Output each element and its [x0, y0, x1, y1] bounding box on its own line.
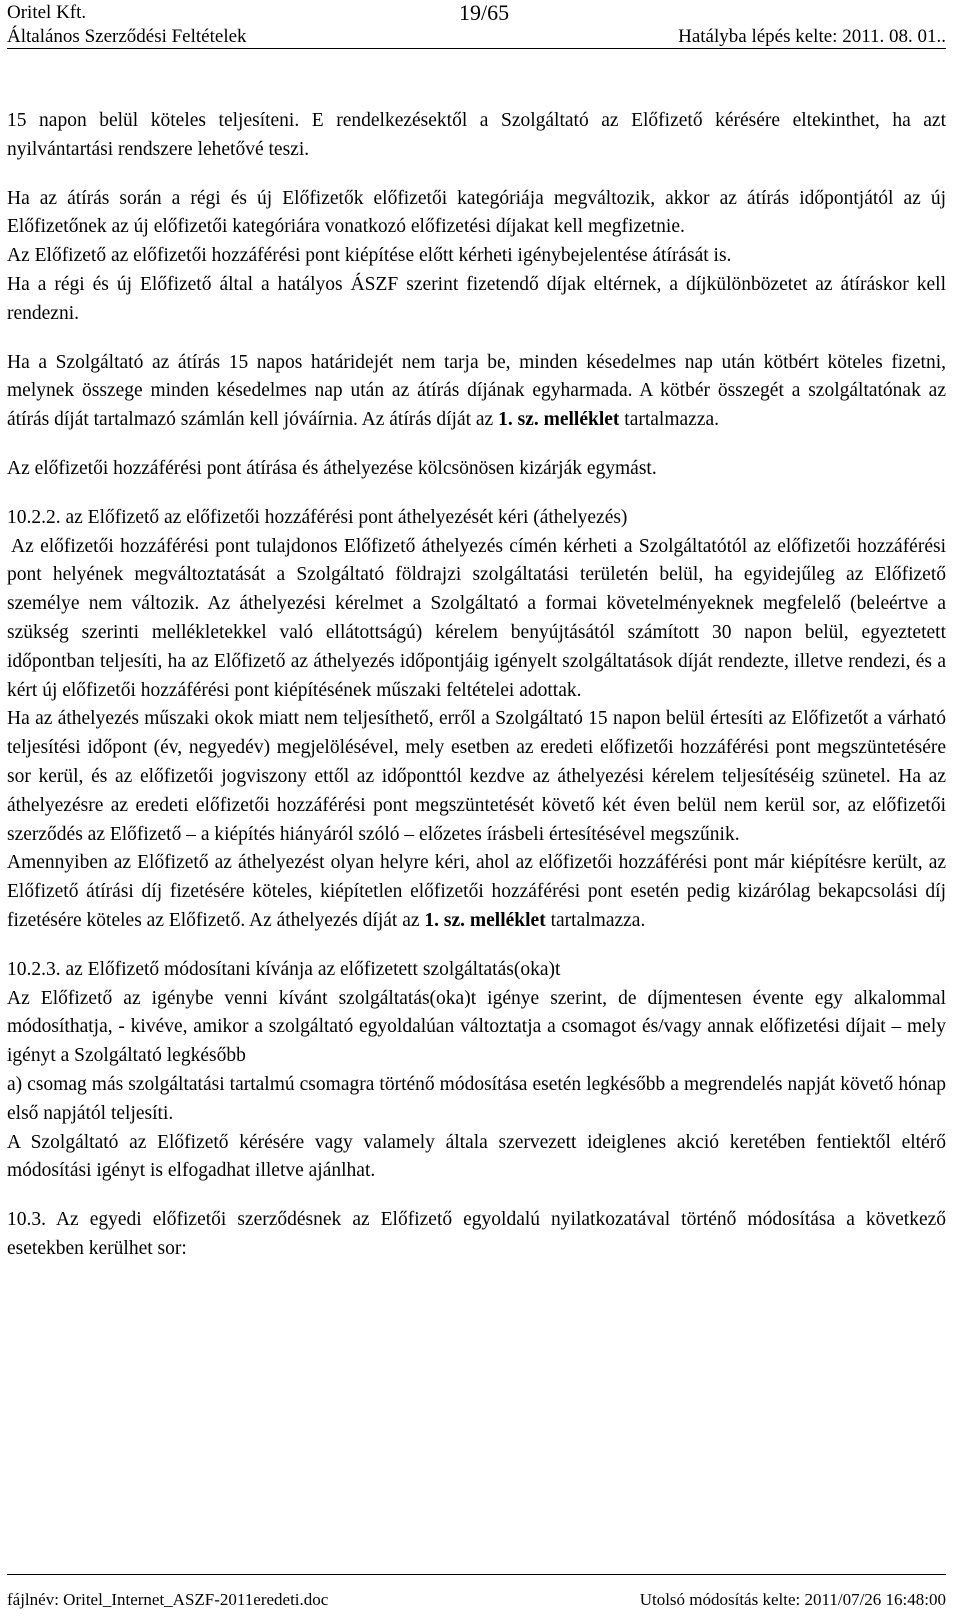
effective-date: Hatályba lépés kelte: 2011. 08. 01.. [678, 26, 946, 47]
paragraph: Ha az átírás során a régi és új Előfizetők előfizetői kategóriája megváltozik, akkor az átírás időpontjától az új Előfizetőnek az új előfizetői kategóriára vonatkozó előfizetési díjakat kell megfizetnie. [7, 187, 946, 238]
header-row-2 [7, 24, 946, 48]
page-number: 19/65 [459, 0, 510, 25]
paragraph: A Szolgáltató az Előfizető kérésére vagy valamely általa szervezett ideiglenes akció keretében fentiektől eltérő módosítási igényt is elfogadhat illetve ajánlhat. [7, 1131, 946, 1182]
paragraph: Amennyiben az Előfizető az áthelyezést olyan helyre kéri, ahol az előfizetői hozzáférési pont már kiépítésre került, az Előfizető átírási díj fizetésére köteles, kiépítetlen előfizetői hozzáférési pont esetén pedig kizárólag bekapcsolási díj fizetésére köteles az Előfizető. Az áthelyezés díját az 1. sz. melléklet tartalmazza. [7, 852, 946, 931]
paragraph: Az Előfizető az előfizetői hozzáférési pont kiépítése előtt kérheti igénybejelentése átírását is. [7, 245, 732, 267]
annex-reference: melléklet [469, 909, 546, 931]
section-heading: 10.2.2. az Előfizető az előfizetői hozzáférési pont áthelyezését kéri (áthelyezés) [7, 506, 628, 528]
section-heading: 10.2.3. az Előfizető módosítani kívánja az előfizetett szolgáltatás(oka)t [7, 958, 561, 980]
paragraph: Ha az áthelyezés műszaki okok miatt nem teljesíthető, erről a Szolgáltató 15 napon belül értesíti az Előfizetőt a várható teljesítési időpont (év, negyedév) megjelölésével, mely esetben az eredeti előfizetői hozzáférési pont megszüntetésére sor kerül, és az előfizetői jogviszony ettől az időponttól kezdve az áthelyezési kérelem teljesítéséig szünetel. Ha az áthelyezésre az eredeti előfizetői hozzáférési pont megszüntetését követő két éven belül nem kerül sor, az előfizetői szerződés az Előfizető – a kiépítés hiányáról szóló – előzetes írásbeli értesítésével megszűnik. [7, 708, 946, 845]
header-divider [7, 48, 946, 49]
section-heading: 10.3. Az egyedi előfizetői szerződésnek az Előfizető egyoldalú nyilatkozatával történő módosítása a következő esetekben kerülhet sor: [7, 1209, 946, 1259]
last-modified: Utolsó módosítás kelte: 2011/07/26 16:48:00 [639, 1590, 946, 1609]
document-title: Általános Szerződési Feltételek [7, 26, 247, 47]
footer-divider [7, 1574, 946, 1575]
paragraph: Ha a Szolgáltató az átírás 15 napos határidejét nem tarja be, minden késedelmes nap után kötbért köteles fizetni, melynek összege minden késedelmes nap után az átírás díjának egyharmada. A kötbér összegét a szolgáltatónak az átírás díját tartalmazó számlán kell jóváírnia. Az átírás díját az 1. sz. melléklet tartalmazza. [7, 351, 946, 431]
page-footer [7, 1590, 946, 1612]
annex-reference: 1. sz. [498, 409, 539, 431]
paragraph: 15 napon belül köteles teljesíteni. E rendelkezésektől a Szolgáltató az Előfizető kérésére eltekinthet, ha azt nyilvántartási rendszere lehetővé teszi. [7, 110, 946, 160]
list-item: a) csomag más szolgáltatási tartalmú csomagra történő módosítása esetén legkésőbb a megrendelés napját követő hónap első napjától teljesíti. [7, 1073, 946, 1124]
paragraph: Az előfizetői hozzáférési pont átírása és áthelyezése kölcsönösen kizárják egymást. [7, 457, 657, 479]
file-name: fájlnév: Oritel_Internet_ASZF-2011eredeti.doc [7, 1590, 329, 1609]
annex-reference: 1. sz. [424, 909, 466, 931]
paragraph: Az előfizetői hozzáférési pont tulajdonos Előfizető áthelyezés címén kérheti a Szolgáltatótól az előfizetői hozzáférési pont helyének megváltoztatását a Szolgáltató földrajzi szolgáltatási területén belül, ha egyidejűleg az Előfizető személye nem változik. Az áthelyezési kérelmet a Szolgáltató a formai követelményeknek megfelelő (beleértve a szükség szerinti mellékletekkel való ellátottságú) kérelem benyújtásától számított 30 napon belül, egyeztetett időpontban teljesíti, ha az Előfizető az áthelyezés időpontjáig igényelt szolgáltatások díját rendezte, illetve rendezi, és a kért új előfizetői hozzáférési pont kiépítésének műszaki feltételei adottak. [7, 535, 946, 701]
paragraph: Ha a régi és új Előfizető által a hatályos ÁSZF szerint fizetendő díjak eltérnek, a díjkülönbözetet az átíráskor kell rendezni. [7, 273, 946, 324]
paragraph: Az Előfizető az igénybe venni kívánt szolgáltatás(oka)t igénye szerint, de díjmentesen évente egy alkalommal módosíthatja, - kivéve, amikor a szolgáltató egyoldalúan változtatja a csomagot és/vagy annak előfizetési díjait – mely igényt a Szolgáltató legkésőbb [7, 987, 946, 1067]
page-header [7, 0, 946, 48]
document-body [7, 107, 946, 1264]
annex-reference: melléklet [543, 409, 620, 431]
header-row-1 [7, 0, 946, 24]
company-name: Oritel Kft. [7, 2, 87, 23]
